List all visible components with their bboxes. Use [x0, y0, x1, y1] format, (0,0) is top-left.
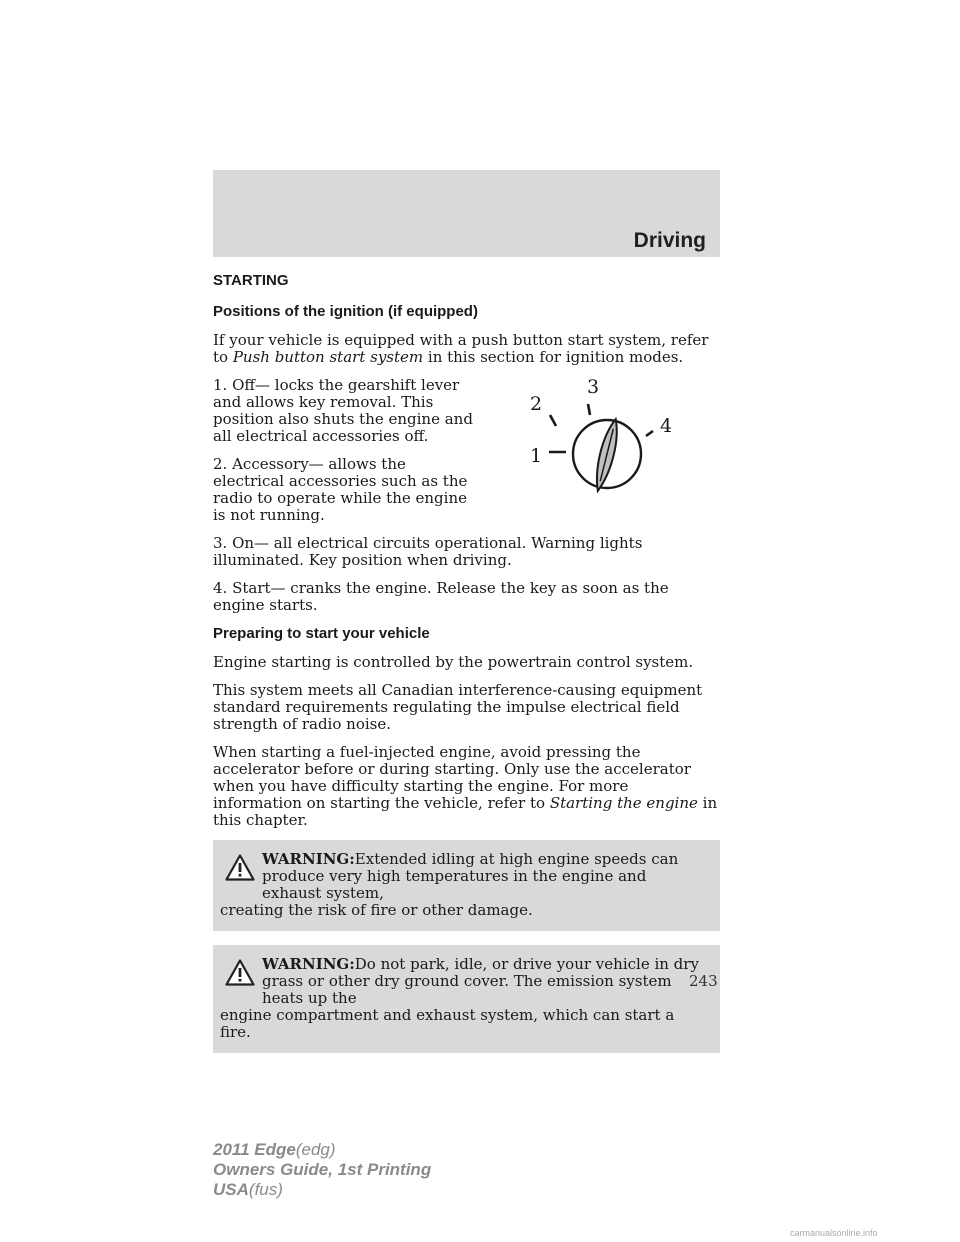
paragraph-canadian-standard: This system meets all Canadian interference-causing equipment standard requirements regulating the impulse electrical field strength of radio noise. — [213, 681, 703, 733]
tick-position-4 — [646, 431, 653, 436]
warning-label: WARNING: — [262, 850, 355, 868]
warning-box-dry-grass: WARNING:Do not park, idle, or drive your vehicle in dry grass or other dry ground cover. The emission system heats up the engine compartment and exhaust system, which can start a fire. — [213, 945, 720, 1053]
item-start: 4. Start— cranks the engine. Release the key as soon as the engine starts. — [213, 579, 669, 614]
tick-position-3 — [588, 404, 590, 415]
page-number: 243 — [689, 972, 718, 990]
warning-triangle-icon — [225, 854, 255, 881]
tick-position-2 — [550, 415, 556, 426]
header-title: Driving — [633, 229, 706, 252]
warning-box-idling: WARNING:Extended idling at high engine speeds can produce very high temperatures in the engine and exhaust system, creating the risk of fire or other damage. — [213, 840, 720, 931]
section-title: STARTING — [213, 272, 289, 289]
label-position-1: 1 — [530, 445, 543, 467]
footer-model: 2011 Edge — [213, 1140, 296, 1159]
watermark: carmanualsonline.info — [790, 1228, 878, 1238]
footer-guide: Owners Guide, 1st Printing — [213, 1160, 432, 1179]
item-on: 3. On— all electrical circuits operational. Warning lights illuminated. Key position when driving. — [213, 534, 643, 569]
footer-region: USA — [213, 1180, 249, 1199]
label-position-4: 4 — [660, 415, 673, 437]
warning-label: WARNING: — [262, 955, 355, 973]
paragraph-fuel-injected: When starting a fuel-injected engine, avoid pressing the accelerator before or during starting. Only use the accelerator when you have difficulty starting the engine. For more information on starting the vehicle, refer to Starting the engine in this chapter. — [213, 743, 718, 829]
section-header — [213, 170, 720, 257]
intro-ref-link: Push button start system — [232, 348, 424, 366]
label-position-3: 3 — [587, 376, 600, 398]
item-accessory: 2. Accessory— allows the electrical accessories such as the radio to operate while the engine is not running. — [213, 455, 468, 524]
footer-imprint: 2011 Edge(edg) Owners Guide, 1st Printing USA(fus) — [213, 1140, 432, 1199]
subsection-title-ignition: Positions of the ignition (if equipped) — [213, 303, 478, 320]
intro-paragraph: If your vehicle is equipped with a push button start system, refer to Push button start system in this section for ignition modes. — [213, 331, 709, 366]
item-off: 1. Off— locks the gearshift lever and allows key removal. This position also shuts the engine and all electrical accessories off. — [213, 376, 473, 445]
label-position-2: 2 — [530, 393, 543, 415]
subsection-title-preparing: Preparing to start your vehicle — [213, 625, 430, 642]
ignition-positions-diagram — [500, 368, 700, 503]
fuel-ref-link: Starting the engine — [549, 794, 698, 812]
warning-triangle-icon — [225, 959, 255, 986]
paragraph-control-system: Engine starting is controlled by the powertrain control system. — [213, 653, 694, 671]
